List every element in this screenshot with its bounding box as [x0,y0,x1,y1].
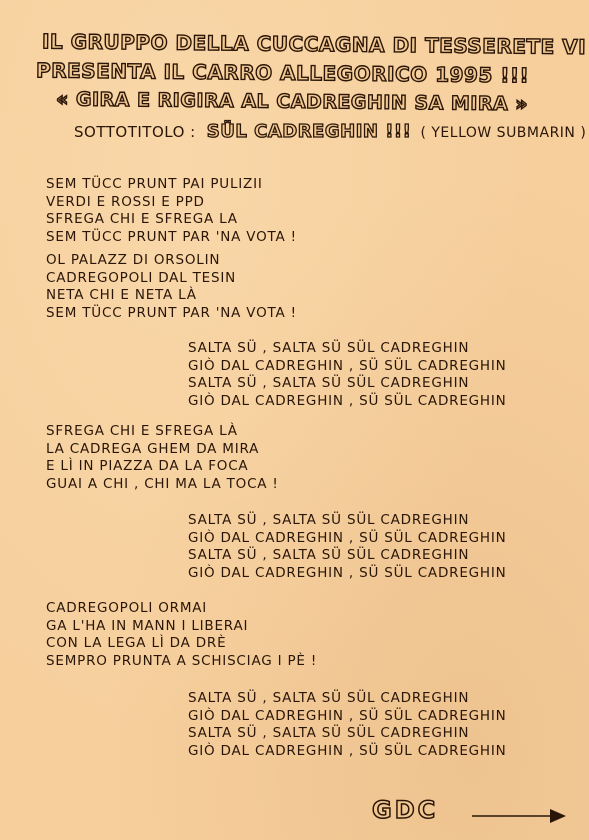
subtitle-note: ( YELLOW SUBMARIN ) [420,125,587,141]
verse-line: SEM TÜCC PRUNT PAR 'NA VOTA ! [46,304,297,321]
chorus-line: SALTA SÜ , SALTA SÜ SÜL CADREGHIN [188,512,470,528]
chorus-line: SALTA SÜ , SALTA SÜ SÜL CADREGHIN [188,547,470,563]
verse-line: SFREGA CHI E SFREGA LÀ [46,423,238,439]
verse-line: VERDI E ROSSI E PPD [46,193,205,210]
chorus-line: GIÒ DAL CADREGHIN , SÜ SÜL CADREGHIN [188,564,507,581]
subtitle-label: SOTTOTITOLO : [74,123,196,141]
chorus-line: GIÒ DAL CADREGHIN , SÜ SÜL CADREGHIN [188,392,507,409]
chorus-line: SALTA SÜ , SALTA SÜ SÜL CADREGHIN [188,725,470,741]
verse-line: SEM TÜCC PRUNT PAI PULIZII [46,176,263,192]
verse-line: CADREGOPOLI ORMAI [46,600,208,616]
chorus-line: SALTA SÜ , SALTA SÜ SÜL CADREGHIN [188,690,470,706]
verse-line: GA L'HA IN MANN I LIBERAI [46,617,249,634]
title-line-3: « GIRA E RIGIRA AL CADREGHIN SA MIRA » [55,88,529,116]
verse-line: LA CADREGA GHEM DA MIRA [46,440,260,457]
subtitle-title: SÜL CADREGHIN !!! [206,121,412,142]
title-line-1: IL GRUPPO DELLA CUCCAGNA DI TESSERETE VI [41,29,587,59]
verse-line: E LÌ IN PIAZZA DA LA FOCA [46,458,249,474]
signature: GDC [372,796,439,824]
verse-line: CON LA LEGA LÌ DA DRÈ [46,635,227,651]
right-arrow-icon [470,806,570,826]
chorus-line: GIÒ DAL CADREGHIN , SÜ SÜL CADREGHIN [188,707,507,724]
chorus-line: SALTA SÜ , SALTA SÜ SÜL CADREGHIN [188,340,470,356]
chorus-1 [188,340,507,410]
title-line-2: PRESENTA IL CARRO ALLEGORICO 1995 !!! [35,58,530,88]
chorus-3 [188,690,507,760]
chorus-line: GIÒ DAL CADREGHIN , SÜ SÜL CADREGHIN [188,529,507,546]
chorus-line: GIÒ DAL CADREGHIN , SÜ SÜL CADREGHIN [188,742,507,759]
verse-2 [46,252,297,322]
verse-line: SFREGA CHI E SFREGA LA [46,211,238,227]
verse-3 [46,423,279,493]
chorus-2 [188,512,507,582]
verse-4 [46,600,317,670]
chorus-line: GIÒ DAL CADREGHIN , SÜ SÜL CADREGHIN [188,357,507,374]
verse-line: OL PALAZZ DI ORSOLIN [46,252,221,268]
verse-line: NETA CHI E NETA LÀ [46,287,197,303]
verse-line: GUAI A CHI , CHI MA LA TOCA ! [46,475,279,492]
verse-1 [46,176,297,246]
verse-line: SEMPRO PRUNTA A SCHISCIAG I PÈ ! [46,652,318,669]
chorus-line: SALTA SÜ , SALTA SÜ SÜL CADREGHIN [188,375,470,391]
verse-line: CADREGOPOLI DAL TESIN [46,269,237,286]
verse-line: SEM TÜCC PRUNT PAR 'NA VOTA ! [46,228,297,245]
